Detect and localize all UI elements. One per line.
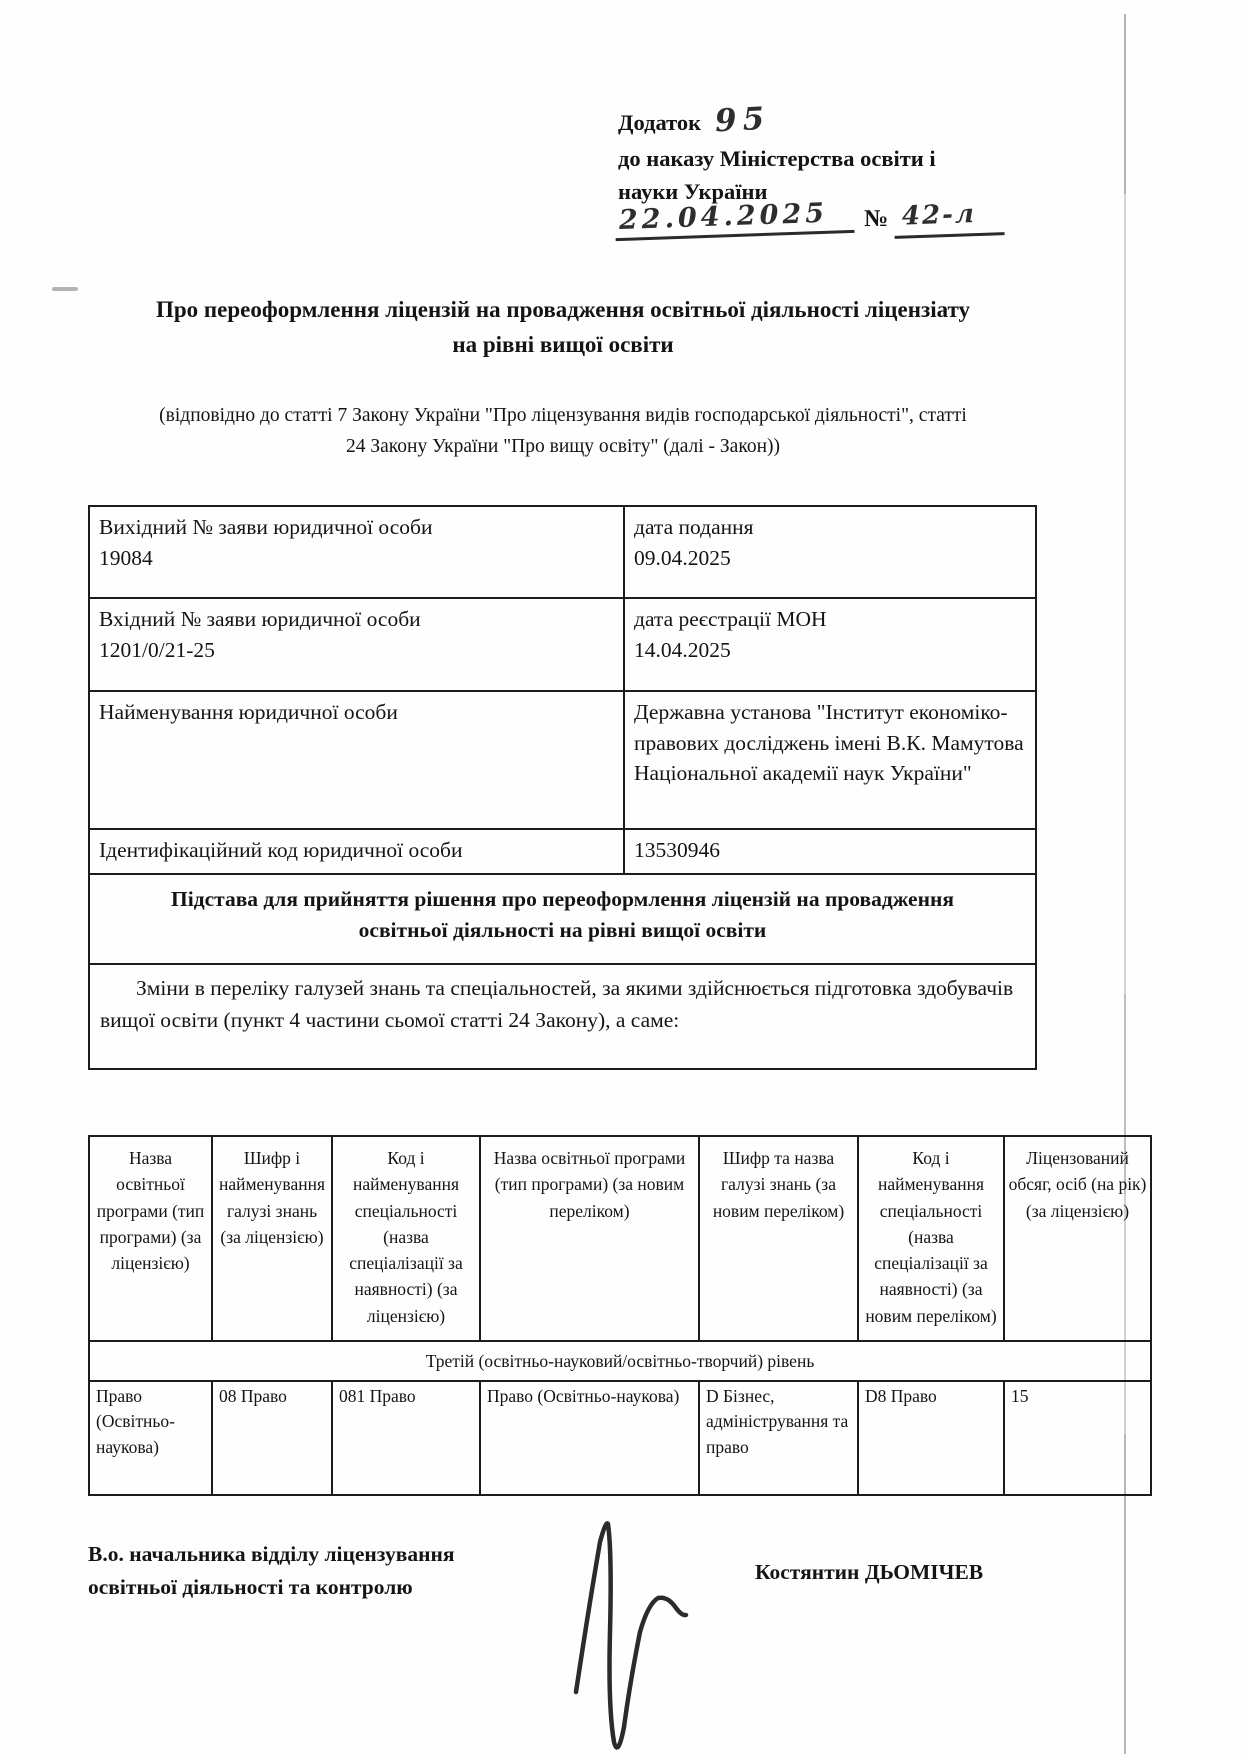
- table-row: [89, 691, 1036, 829]
- outgoing-number-label: Вихідний № заяви юридичної особи: [99, 515, 433, 539]
- appendix-number-handwritten: 95: [714, 100, 772, 140]
- table-row: [89, 598, 1036, 691]
- document-title-line1: Про переоформлення ліцензій на провадження освітньої діяльності ліцензіату: [155, 297, 971, 322]
- header-program-name-new-list: Назва освітньої програми (тип програми) (за новим переліком): [480, 1136, 699, 1341]
- document-subtitle: [68, 400, 1058, 462]
- changes-text: Зміни в переліку галузей знань та спеціальностей, за якими здійснюється підготовка здобувачів вищої освіти (пункт 4 частини сьомої статті 24 Закону), а саме:: [100, 976, 1014, 1032]
- signatory-position: [88, 1538, 608, 1605]
- order-number-handwritten: 42-л: [894, 198, 1005, 239]
- table-data-row: [89, 1381, 1151, 1495]
- incoming-number-label: Вхідний № заяви юридичної особи: [99, 607, 421, 631]
- basis-header-cell: Підстава для прийняття рішення про переоформлення ліцензій на провадження освітньої діяльності на рівні вищої освіти: [89, 874, 1036, 964]
- appendix-line3: науки України: [618, 178, 768, 204]
- header-field-code-new-list: Шифр та назва галузі знань (за новим переліком): [699, 1136, 858, 1341]
- table-header-row: [89, 1136, 1151, 1341]
- signatory-name: Костянтин ДЬОМІЧЕВ: [755, 1560, 984, 1584]
- program-name-new-list-cell: Право (Освітньо-наукова): [480, 1381, 699, 1495]
- registration-date-cell: [624, 598, 1036, 691]
- number-sign: №: [864, 206, 889, 232]
- legal-entity-name-label-cell: Найменування юридичної особи: [89, 691, 624, 829]
- specialty-code-licensed-cell: 081 Право: [332, 1381, 480, 1495]
- order-date-number-line: [615, 197, 1075, 237]
- licensed-volume-cell: 15: [1004, 1381, 1151, 1495]
- identification-code-label-cell: Ідентифікаційний код юридичної особи: [89, 829, 624, 874]
- submission-date-label: дата подання: [634, 515, 754, 539]
- field-code-new-list-cell: D Бізнес, адміністрування та право: [699, 1381, 858, 1495]
- incoming-number-cell: [89, 598, 624, 691]
- header-program-name-licensed: Назва освітньої програми (тип програми) (за ліцензією): [89, 1136, 212, 1341]
- outgoing-number-cell: [89, 506, 624, 598]
- handwritten-signature: [556, 1512, 706, 1758]
- document-subtitle-line1: (відповідно до статті 7 Закону України "Про ліцензування видів господарської діяльності", статті: [159, 405, 967, 426]
- level-row: [89, 1341, 1151, 1381]
- submission-date-value: 09.04.2025: [634, 545, 731, 570]
- table-row: [89, 964, 1036, 1069]
- signatory-position-line2: освітньої діяльності та контролю: [88, 1575, 413, 1600]
- changes-text-cell: [89, 964, 1036, 1069]
- program-name-licensed-cell: Право (Освітньо-наукова): [89, 1381, 212, 1495]
- outgoing-number-value: 19084: [99, 545, 153, 570]
- incoming-number-value: 1201/0/21-25: [99, 637, 215, 662]
- specialty-code-new-list-cell: D8 Право: [858, 1381, 1004, 1495]
- submission-date-cell: [624, 506, 1036, 598]
- signatory-position-line1: В.о. начальника відділу ліцензування: [88, 1542, 455, 1566]
- table-row: [89, 874, 1036, 964]
- application-details-table: [88, 505, 1037, 1070]
- appendix-block: [618, 98, 1058, 208]
- table-row: [89, 506, 1036, 598]
- header-specialty-code-licensed: Код і найменування спеціальності (назва спеціалізації за наявності) (за ліцензією): [332, 1136, 480, 1341]
- document-title-line2: на рівні вищої освіти: [452, 331, 674, 357]
- registration-date-value: 14.04.2025: [634, 637, 731, 662]
- appendix-label: Додаток: [618, 110, 702, 135]
- identification-code-value-cell: 13530946: [624, 829, 1036, 874]
- scan-dash-artifact: [52, 287, 78, 291]
- field-code-licensed-cell: 08 Право: [212, 1381, 332, 1495]
- header-licensed-volume: Ліцензований обсяг, осіб (на рік) (за ліцензією): [1004, 1136, 1151, 1341]
- appendix-line2: до наказу Міністерства освіти і: [618, 145, 936, 171]
- registration-date-label: дата реєстрації МОН: [634, 607, 827, 631]
- header-specialty-code-new-list: Код і найменування спеціальності (назва спеціалізації за наявності) (за новим переліком): [858, 1136, 1004, 1341]
- appendix-title-line: [618, 98, 1058, 143]
- education-level-cell: Третій (освітньо-науковий/освітньо-творчий) рівень: [89, 1341, 1151, 1381]
- specialties-table: [88, 1135, 1152, 1496]
- order-date-handwritten: 22.04.2025: [614, 197, 854, 241]
- document-title: [68, 293, 1058, 362]
- table-row: [89, 829, 1036, 874]
- header-field-code-licensed: Шифр і найменування галузі знань (за ліцензією): [212, 1136, 332, 1341]
- legal-entity-name-value-cell: Державна установа "Інститут економіко-правових досліджень імені В.К. Мамутова Національної академії наук України": [624, 691, 1036, 829]
- document-subtitle-line2: 24 Закону України "Про вищу освіту" (далі - Закон)): [345, 436, 780, 458]
